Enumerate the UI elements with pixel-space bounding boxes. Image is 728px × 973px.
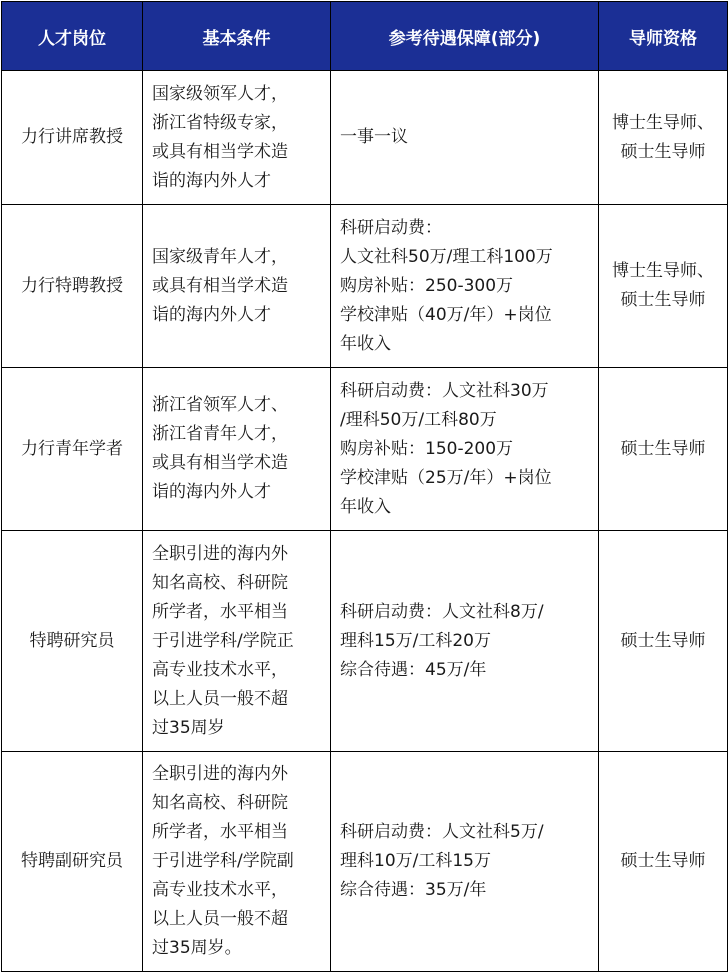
conditions-line: 浙江省领军人才、 xyxy=(152,395,288,415)
benefits-line: 科研启动费： xyxy=(340,217,442,238)
benefits-cell xyxy=(331,531,599,752)
mentor-line: 硕士生导师 xyxy=(620,438,706,459)
position-cell: 特聘研究员 xyxy=(2,531,143,752)
benefits-line: 年收入 xyxy=(340,333,391,354)
conditions-line: 全职引进的海内外 xyxy=(152,543,288,564)
benefits-line: 学校津贴（25万/年）+岗位 xyxy=(340,467,552,488)
conditions-line: 于引进学科/学院正 xyxy=(152,630,294,651)
conditions-line: 所学者，水平相当 xyxy=(152,822,288,842)
conditions-line: 全职引进的海内外 xyxy=(152,764,288,784)
benefits-line: 年收入 xyxy=(340,496,391,517)
conditions-line: 以上人员一般不超 xyxy=(152,688,288,709)
conditions-cell xyxy=(143,752,331,972)
benefits-cell xyxy=(331,205,599,368)
conditions-line: 诣的海内外人才 xyxy=(152,170,271,191)
table-row xyxy=(2,531,728,752)
conditions-line: 过35周岁。 xyxy=(152,938,242,958)
benefits-line: 学校津贴（40万/年）+岗位 xyxy=(340,304,552,325)
header-benefits: 参考待遇保障(部分) xyxy=(331,2,599,71)
conditions-line: 或具有相当学术造 xyxy=(152,275,288,296)
mentor-cell xyxy=(599,205,728,368)
conditions-line: 浙江省青年人才， xyxy=(152,424,288,444)
position-cell: 特聘副研究员 xyxy=(2,752,143,972)
mentor-cell xyxy=(599,531,728,752)
benefits-line: 人文社科50万/理工科100万 xyxy=(340,246,553,267)
position-cell: 力行青年学者 xyxy=(2,368,143,531)
mentor-line: 硕士生导师 xyxy=(620,851,706,871)
benefits-line: 一事一议 xyxy=(340,127,408,147)
conditions-line: 浙江省特级专家， xyxy=(152,112,288,133)
header-position: 人才岗位 xyxy=(2,2,143,71)
benefits-cell xyxy=(331,752,599,972)
benefits-line: 理科10万/工科15万 xyxy=(340,851,491,871)
conditions-line: 或具有相当学术造 xyxy=(152,453,288,473)
conditions-cell xyxy=(143,71,331,205)
header-conditions: 基本条件 xyxy=(143,2,331,71)
benefits-cell xyxy=(331,71,599,205)
mentor-line: 博士生导师、 xyxy=(612,112,714,133)
conditions-line: 或具有相当学术造 xyxy=(152,141,288,162)
benefits-line: 科研启动费：人文社科8万/ xyxy=(340,601,544,622)
benefits-cell xyxy=(331,368,599,531)
mentor-line: 硕士生导师 xyxy=(620,290,706,310)
conditions-cell xyxy=(143,205,331,368)
conditions-line: 高专业技术水平， xyxy=(152,880,288,900)
conditions-cell xyxy=(143,531,331,752)
table-row xyxy=(2,205,728,368)
conditions-line: 于引进学科/学院副 xyxy=(152,851,294,871)
conditions-line: 诣的海内外人才 xyxy=(152,482,271,502)
benefits-line: 购房补贴：150-200万 xyxy=(340,438,514,459)
conditions-line: 知名高校、科研院 xyxy=(152,793,288,813)
benefits-line: 购房补贴：250-300万 xyxy=(340,275,514,296)
conditions-line: 诣的海内外人才 xyxy=(152,304,271,325)
benefits-line: 理科15万/工科20万 xyxy=(340,630,491,651)
benefits-line: 科研启动费：人文社科30万 xyxy=(340,380,549,401)
header-row xyxy=(2,2,728,71)
table-row xyxy=(2,368,728,531)
mentor-cell xyxy=(599,752,728,972)
conditions-cell xyxy=(143,368,331,531)
conditions-line: 所学者，水平相当 xyxy=(152,601,288,622)
table-row xyxy=(2,752,728,972)
mentor-cell xyxy=(599,368,728,531)
mentor-cell xyxy=(599,71,728,205)
header-mentor: 导师资格 xyxy=(599,2,728,71)
benefits-line: 科研启动费：人文社科5万/ xyxy=(340,822,544,842)
mentor-line: 硕士生导师 xyxy=(620,630,706,651)
position-cell: 力行特聘教授 xyxy=(2,205,143,368)
benefits-line: 综合待遇：35万/年 xyxy=(340,880,487,900)
benefits-line: /理科50万/工科80万 xyxy=(340,409,497,430)
talent-table xyxy=(1,1,728,972)
table-row xyxy=(2,71,728,205)
conditions-line: 国家级青年人才， xyxy=(152,246,288,267)
conditions-line: 国家级领军人才， xyxy=(152,83,288,104)
conditions-line: 以上人员一般不超 xyxy=(152,909,288,929)
conditions-line: 知名高校、科研院 xyxy=(152,572,288,593)
benefits-line: 综合待遇：45万/年 xyxy=(340,659,487,680)
mentor-line: 博士生导师、 xyxy=(612,261,714,281)
conditions-line: 过35周岁 xyxy=(152,717,225,738)
position-cell: 力行讲席教授 xyxy=(2,71,143,205)
conditions-line: 高专业技术水平， xyxy=(152,659,288,680)
mentor-line: 硕士生导师 xyxy=(620,141,706,162)
